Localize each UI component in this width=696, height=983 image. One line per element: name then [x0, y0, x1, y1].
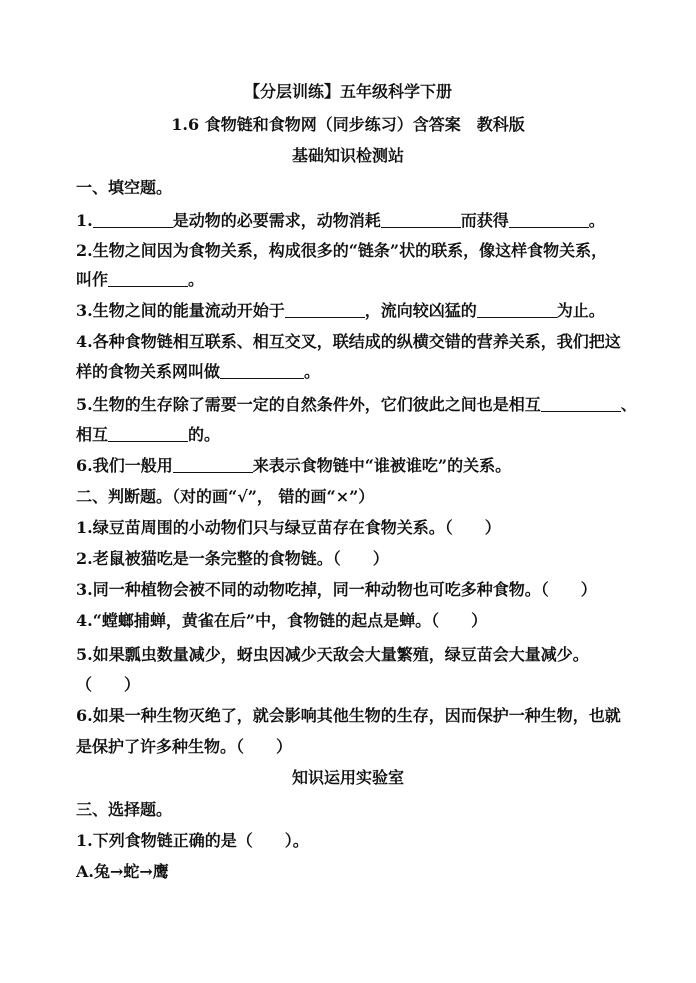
judge-question-5-line-1: 5.如果瓢虫数量减少，蚜虫因减少天敌会大量繁殖，绿豆苗会大量减少。: [76, 645, 589, 664]
answer-blank[interactable]: [220, 362, 304, 379]
fill-question-3: 3.生物之间的能量流动开始于 ，流向较凶猛的 为止。: [76, 301, 605, 320]
fill-question-4-line-2: 样的食物关系网叫做 。: [76, 362, 321, 381]
fill-question-5-line-2: 相互 的。: [76, 425, 221, 444]
answer-blank[interactable]: [477, 301, 557, 318]
fill-question-1: 1. 是动物的必要需求，动物消耗 而获得 。: [76, 211, 605, 230]
fill-question-6: 6.我们一般用 来表示食物链中“谁被谁吃”的关系。: [76, 456, 512, 475]
fill-heading: 一、填空题。: [76, 178, 173, 197]
fill-question-4-line-1: 4.各种食物链相互联系、相互交叉，联结成的纵横交错的营养关系，我们把这: [76, 332, 621, 351]
answer-blank[interactable]: [381, 211, 461, 228]
judge-heading: 二、判断题。（对的画“√”， 错的画“×”）: [76, 487, 375, 506]
judge-question-5-line-2: （ ）: [76, 675, 141, 694]
fill-question-2-line-1: 2.生物之间因为食物关系，构成很多的“链条”状的联系，像这样食物关系，: [76, 241, 608, 260]
answer-blank[interactable]: [509, 211, 589, 228]
answer-blank[interactable]: [541, 395, 621, 412]
judge-question-2: 2.老鼠被猫吃是一条完整的食物链。（ ）: [76, 549, 389, 568]
section-heading-basic: 基础知识检测站: [291, 146, 404, 165]
document-subtitle: 1.6 食物链和食物网（同步练习）含答案 教科版: [171, 115, 525, 134]
answer-blank[interactable]: [93, 211, 173, 228]
answer-blank[interactable]: [173, 456, 253, 473]
answer-blank[interactable]: [285, 301, 365, 318]
section-heading-application: 知识运用实验室: [291, 768, 404, 787]
fill-question-2-line-2: 叫作 。: [76, 270, 205, 289]
fill-question-5-line-1: 5.生物的生存除了需要一定的自然条件外，它们彼此之间也是相互 、: [76, 395, 637, 414]
judge-question-4: 4.“螳螂捕蝉，黄雀在后”中，食物链的起点是蝉。（ ）: [76, 611, 488, 630]
choice-question-1: 1.下列食物链正确的是（ ）。: [76, 831, 309, 850]
document-title: 【分层训练】五年级科学下册: [243, 82, 452, 101]
answer-blank[interactable]: [108, 270, 188, 287]
judge-question-6-line-2: 是保护了许多种生物。（ ）: [76, 737, 293, 756]
choice-option-a: A.兔→蛇→鹰: [76, 862, 169, 881]
judge-question-3: 3.同一种植物会被不同的动物吃掉，同一种动物也可吃多种食物。（ ）: [76, 580, 597, 599]
choice-heading: 三、选择题。: [76, 800, 173, 819]
answer-blank[interactable]: [108, 425, 188, 442]
judge-question-6-line-1: 6.如果一种生物灭绝了，就会影响其他生物的生存，因而保护一种生物，也就: [76, 706, 621, 725]
judge-question-1: 1.绿豆苗周围的小动物们只与绿豆苗存在食物关系。（ ）: [76, 518, 501, 537]
